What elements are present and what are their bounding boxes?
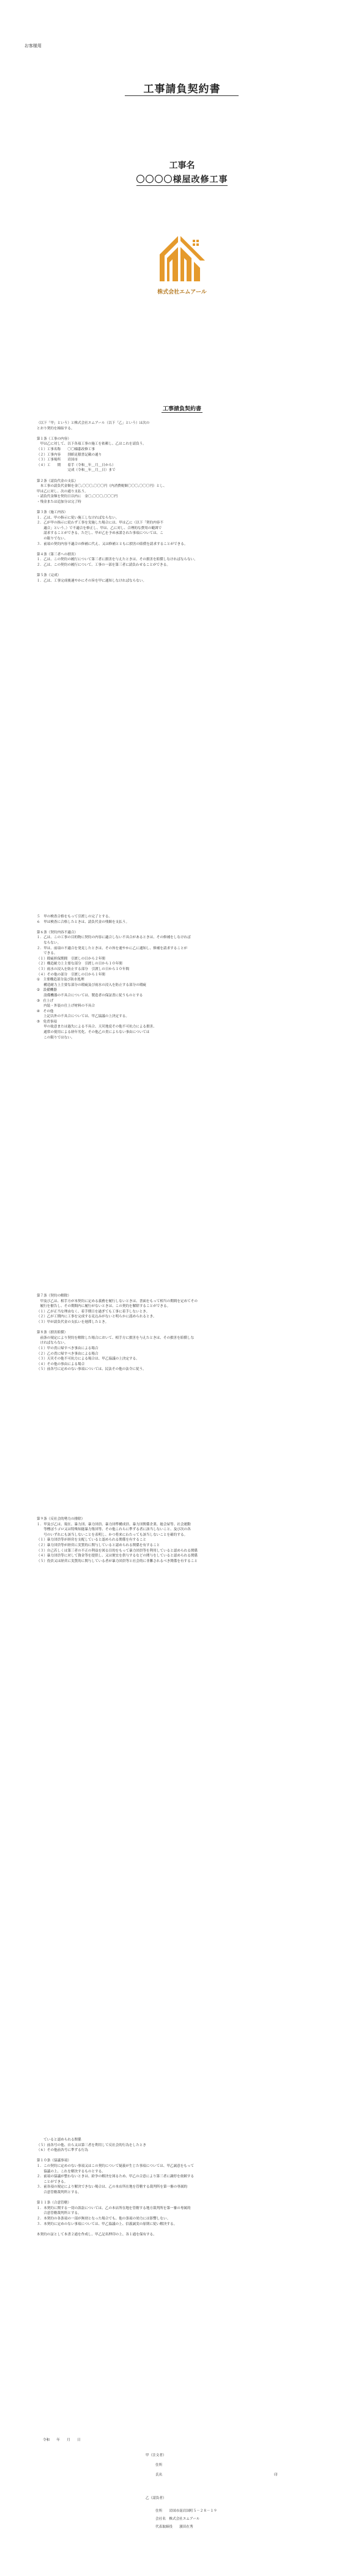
company-name: 株式会社エムアール <box>157 289 207 295</box>
project-label: 工事名 <box>169 161 195 171</box>
party-a-name: 氏名 <box>155 2473 163 2477</box>
contract-date: 令和 年 月 日 <box>43 2438 81 2442</box>
contract-title-underline <box>162 412 202 413</box>
party-b-representative: 代表取締役 濱田在秀 <box>155 2525 193 2529</box>
contract-body-2: ５ 甲の検査合格をもって引渡しの完了とする。 ６ 甲は検査に合格したときは、請負代金の残額を支払う。 第６条（契約内容不適合） １．乙は、この工事の目的物に契約の内容に適合しない不具合があるときは、その修補をしなければ ならない。 ２．甲は、前項の不適合を発見したときは、その旨を速やかに乙に通知し、修補を請求することが できる。 （１）瑕疵担保期間 引渡しの日から２年間 （２）構造耐力上主要な部分 引渡しの日から１０年間 （３）雨水の浸入を防止する部分 引渡しの日から１０年間 （４）その他の部分 引渡しの日から１年間 ① 主要構造部分及び防水処理 構造耐力上主要な部分の瑕疵及び雨水の浸入を防止する部分の瑕疵 ② 設備機器 設備機器の不具合については、製造者の保証書に従うものとする ③ 仕上げ 内装・外装の仕上げ材料の不具合 ④ その他 上記以外の不具合については、甲乙協議の上決定する。 ⑤ 免責事項 甲の故意または過失による不具合、天災地変その他不可抗力による損害、 通常の使用による経年劣化、その他乙の責によらない事由については この限りではない。 <box>37 915 191 1040</box>
company-logo-icon <box>156 230 209 281</box>
party-a-seal: 印 <box>274 2473 278 2477</box>
contract-body-1: （以下「甲」という）と株式会社エムアール（以下「乙」という）は次の とおり契約を締結する。 第１条（工事の内容） 甲は乙に対して、以下各項工事の施工を依頼し、乙はこれを請負う。 （１）工事名称 〇〇様邸改修工事 （２）工事内容 別紙見積書記載の通り （３）工事場所 岩国市 （４）工 期 着手（令和＿年＿月＿日から） 完成（令和＿年＿月＿日）まで 第２条（請負代金の支払） 本工事の請負代金額を金〇,〇〇〇,〇〇〇円（内消費税額〇〇〇,〇〇〇円）とし、 甲は乙に対し、次の通り支払う。 ・請負代金額を契約日以内に 金〇,〇〇〇,〇〇〇円 ・残金または追加分は完了時 第３条（施工内容） １．乙は、甲の指示に従い施工しなければならない。 ２．乙が甲の指示に従わず工事を実施した場合には、甲は乙に（以下「契約内容不 適合」という。）で不適合を修正し、甲は、乙に対し、合理的な費用の範囲で 請求することができる。ただし、甲が乙を予め承諾された事項については、こ の限りでない。 ３．前項の契約内容不適合の修補に代え、又は修補とともに損害の賠償を請求することができる。 第４条（第三者への損害） １．乙は、この契約の履行について第三者に損害を与えたときは、その損害を賠償しなければならない。 ２．乙は、この契約の履行について、工事の一部を第三者に請負わせることができる。 第５条（完成） １．乙は、工事完成後速やかにその旨を甲に通知しなければならない。 <box>37 421 198 583</box>
document-tag: お客様用 <box>24 43 42 48</box>
cover-title: 工事請負契約書 <box>143 83 221 95</box>
party-a-label: 甲（注文者） <box>146 2454 166 2457</box>
cover-title-underline <box>125 95 239 96</box>
contract-title: 工事請負契約書 <box>162 406 201 412</box>
party-a-address: 住所 <box>155 2463 163 2467</box>
project-name-underline <box>136 185 228 186</box>
party-b-address: 住所 岩国市南岩国町５－２８－１９ <box>155 2509 217 2513</box>
party-b-company: 会社名 株式会社エムアール <box>155 2517 200 2521</box>
party-b-label: 乙（請負者） <box>146 2496 166 2500</box>
contract-body-4: 第９条（反社会的勢力の排除） １．甲及び乙は、現在、暴力団、暴力団員、暴力団準構成員、暴力団関係企業、総会屋等、社会運動 等標ぼうゴロ又は特殊知能暴力集団等、その他これらに準ずる者に該当しないこと、及び次の各 号のいずれにも該当しないことを表明し、かつ将来にわたっても該当しないことを確約する。 （１）暴力団員等が経営を支配していると認められる関係を有すること （２）暴力団員等が経営に実質的に関与していると認められる関係を有すること （３）自己若しくは第三者の不正の利益を図る目的をもって暴力団員等を利用していると認められる関係 （４）暴力団員等に対して資金等を提供し、又は便宜を供与するなどの関与をしていると認められる関係 （５）役員又は経営に実質的に関与している者が暴力団員等と社会的に非難されるべき関係を有すること <box>37 1517 198 1563</box>
contract-body-5: ていると認められる関係 （５）前各号の他、自ら又は第三者を利用して反社会的行為をしたとき （６）その他前各号に準ずる行為 第１０条（協議事項） １．この契約に定めのない事項又はこの契約について疑義が生じた事項については、甲乙誠意をもって 協議の上、これを解決するものとする。 ２．前項の協議が整わないときは、紛争の解決を図るため、甲乙の合意により第三者に調停を依頼する ことができる。 ３．前各項の規定により解決できない場合は、乙の本店所在地を管轄する裁判所を第一審の専属的 合意管轄裁判所とする。 第１１条（合意管轄） １．本契約に関する一切の訴訟については、乙の本店所在地を管轄する地方裁判所を第一審の専属的 合意管轄裁判所とする。 ２．本契約の各条項の一部が無効となった場合でも、他の条項の効力には影響しない。 ３．本契約に定めのない事項については、甲乙協議の上、信義誠実の原則に従い解決する。 本契約の証として本書２通を作成し、甲乙記名押印の上、各１通を保有する。 <box>37 2138 195 2237</box>
contract-body-3: 第７条（契約の解除） 甲及び乙は、相手方が本契約に定める義務を履行しないときは、書面をもって相当の期間を定めてその 履行を催告し、その期間内に履行がないときは、この契約を解除することができる。 （１）乙が正当な理由なく、着手期日を過ぎても工事に着手しないとき。 （２）乙が工期内に工事を完成する見込みがないと明らかに認められるとき。 （３）甲が請負代金の支払いを遅滞したとき。 第８条（損害賠償） 前条の規定により契約を解除した場合において、相手方に損害を与えたときは、その損害を賠償しな ければならない。 （１）甲の責に帰すべき事由による場合 （２）乙の責に帰すべき事由による場合 （３）天災その他不可抗力による場合は、甲乙協議の上決定する。 （４）その他の事由による場合 （５）前各号に定めのない事項については、民法その他の法令に従う。 <box>37 1294 198 1372</box>
project-name: 〇〇〇〇様屋改修工事 <box>136 175 228 185</box>
